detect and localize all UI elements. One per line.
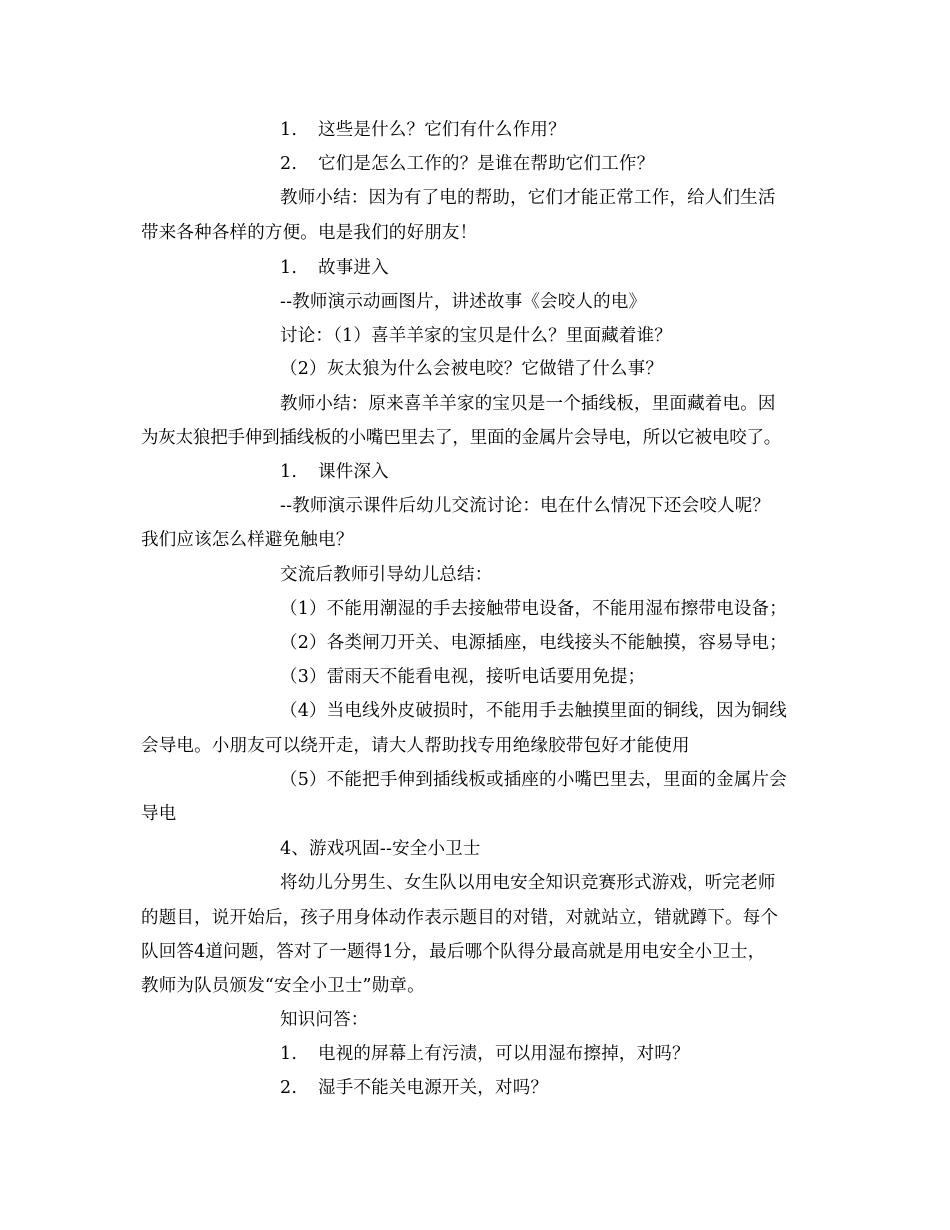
list-number: 1.	[280, 462, 298, 482]
paragraph-line: 我们应该怎么样避免触电？	[141, 530, 354, 550]
section-heading: 4、游戏巩固--安全小卫士	[280, 839, 481, 859]
section-heading-text: 课件深入	[318, 462, 389, 482]
paragraph-line: 将幼儿分男生、女生队以用电安全知识竞赛形式游戏，听完老师	[280, 873, 776, 893]
paragraph-line: 知识问答：	[280, 1010, 369, 1030]
list-number: 1.	[280, 120, 298, 140]
paragraph-line: 讨论：（1）喜羊羊家的宝贝是什么？里面藏着谁？	[280, 326, 672, 346]
paragraph-line: 教师为队员颁发“安全小卫士”勋章。	[141, 976, 425, 996]
paragraph-line: （2）灰太狼为什么会被电咬？它做错了什么事？	[280, 359, 664, 379]
paragraph-line: （1）不能用潮湿的手去接触带电设备，不能用湿布擦带电设备；	[280, 599, 787, 619]
paragraph-line: （3）雷雨天不能看电视，接听电话要用免提；	[280, 667, 646, 687]
question-item	[280, 152, 654, 176]
section-heading-text: 故事进入	[318, 258, 389, 278]
list-number: 2.	[280, 154, 298, 174]
paragraph-line: 教师小结：因为有了电的帮助，它们才能正常工作，给人们生活	[280, 188, 776, 208]
question-text: 电视的屏幕上有污渍，可以用湿布擦掉，对吗？	[318, 1044, 690, 1064]
question-text: 它们是怎么工作的？是谁在帮助它们工作？	[318, 154, 655, 174]
paragraph-line: 教师小结：原来喜羊羊家的宝贝是一个插线板，里面藏着电。因	[280, 394, 776, 414]
section-heading	[280, 460, 389, 484]
paragraph-line: --教师演示课件后幼儿交流讨论：电在什么情况下还会咬人呢？	[280, 496, 771, 516]
list-number: 1.	[280, 258, 298, 278]
question-text: 湿手不能关电源开关，对吗？	[318, 1078, 549, 1098]
paragraph-line: （2）各类闸刀开关、电源插座，电线接头不能触摸，容易导电；	[280, 633, 787, 653]
paragraph-line: （5）不能把手伸到插线板或插座的小嘴巴里去，里面的金属片会	[280, 770, 787, 790]
list-number: 1.	[280, 1044, 298, 1064]
question-item	[280, 118, 566, 142]
paragraph-line: 队回答4道问题，答对了一题得1分，最后哪个队得分最高就是用电安全小卫士，	[141, 942, 766, 962]
paragraph-line: 交流后教师引导幼儿总结：	[280, 565, 493, 585]
question-item	[280, 1042, 690, 1066]
paragraph-line: --教师演示动画图片，讲述故事《会咬人的电》	[280, 292, 647, 312]
paragraph-line: 会导电。小朋友可以绕开走，请大人帮助找专用绝缘胶带包好才能使用	[141, 736, 690, 756]
paragraph-line: 带来各种各样的方便。电是我们的好朋友！	[141, 223, 478, 243]
section-heading	[280, 256, 389, 280]
paragraph-line: 为灰太狼把手伸到插线板的小嘴巴里去了，里面的金属片会导电，所以它被电咬了。	[141, 428, 782, 448]
paragraph-line: 的题目，说开始后，孩子用身体动作表示题目的对错，对就站立，错就蹲下。每个	[141, 908, 779, 928]
question-text: 这些是什么？它们有什么作用？	[318, 120, 566, 140]
paragraph-line: 导电	[141, 804, 177, 824]
list-number: 2.	[280, 1078, 298, 1098]
question-item	[280, 1076, 548, 1100]
paragraph-line: （4）当电线外皮破损时，不能用手去触摸里面的铜线，因为铜线	[280, 701, 787, 721]
